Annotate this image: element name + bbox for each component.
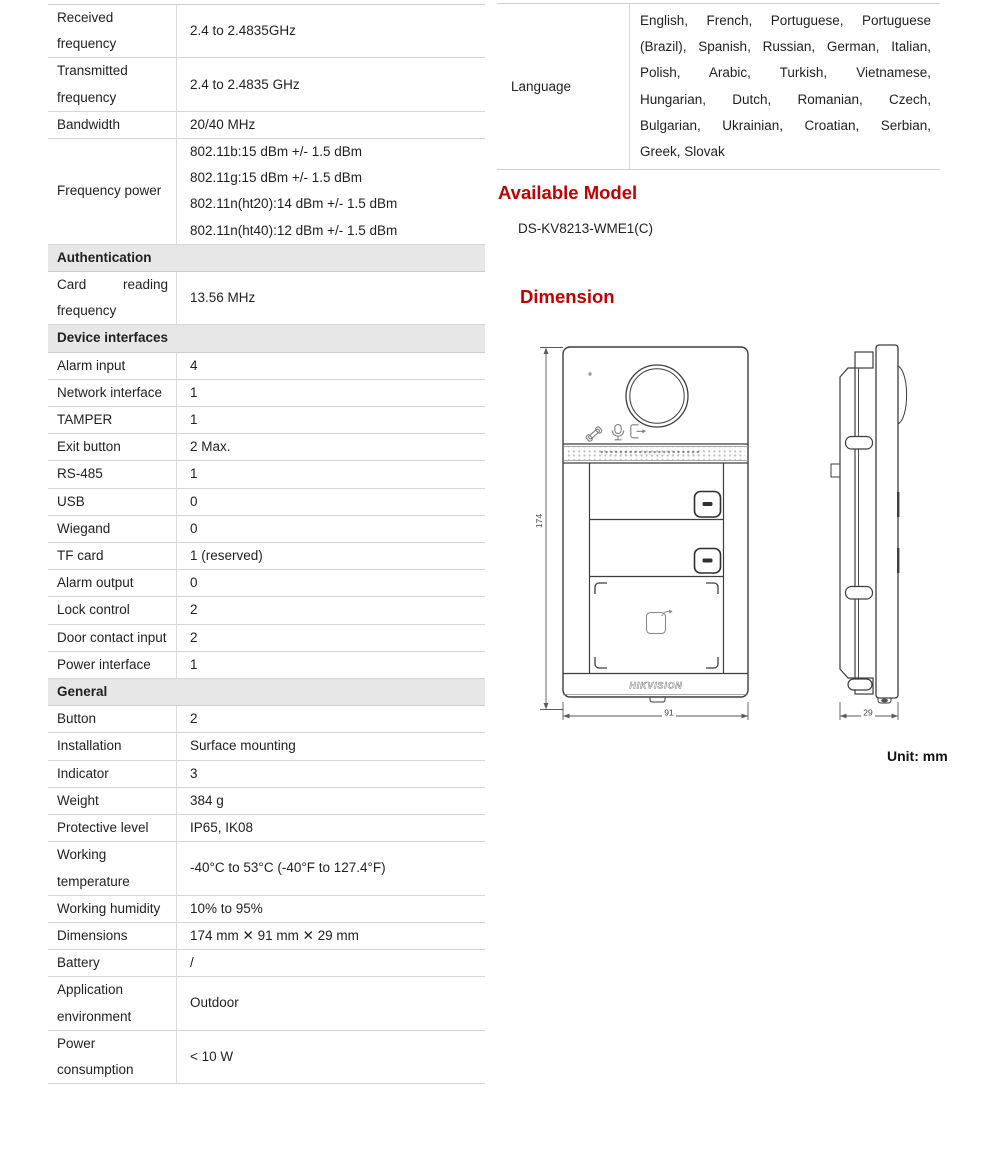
spec-value: Surface mounting [190, 738, 296, 754]
spec-label [48, 950, 177, 976]
unit-note: Unit: mm [887, 748, 948, 764]
spec-row [48, 923, 485, 950]
spec-label-text: Received frequency [57, 10, 117, 52]
width-dimension-line [563, 702, 748, 720]
spec-label-text: Protective level [57, 820, 149, 836]
language-line: English, French, Portuguese, Portuguese [640, 13, 931, 28]
spec-row [48, 570, 485, 597]
spec-value: IP65, IK08 [190, 820, 254, 836]
spec-label-text: Door contact input [57, 629, 167, 645]
spec-row [48, 58, 485, 111]
spec-label-text: Alarm output [57, 575, 134, 591]
spec-label-text: Exit button [57, 439, 121, 455]
dimension-heading: Dimension [520, 286, 615, 307]
spec-row [48, 761, 485, 788]
spec-label-text: Working temperature [57, 847, 130, 889]
height-dimension-label: 174 [534, 513, 544, 529]
spec-value-line: 802.11b:15 dBm +/- 1.5 dBm [190, 144, 362, 160]
spec-label [48, 815, 177, 841]
spec-label-text: Battery [57, 955, 100, 971]
spec-value: 1 [190, 384, 198, 400]
spec-row [48, 380, 485, 407]
spec-row [48, 896, 485, 923]
spec-value: 1 [190, 466, 198, 482]
spec-value-line: 802.11n(ht20):14 dBm +/- 1.5 dBm [190, 196, 398, 212]
spec-label-text: Frequency power [57, 183, 162, 199]
language-line: Hungarian, Dutch, Romanian, Czech, [640, 91, 931, 107]
spec-label [48, 407, 177, 433]
spec-label [48, 461, 177, 487]
spec-row [48, 461, 485, 488]
spec-row [48, 434, 485, 461]
spec-label-text: Card reading frequency [57, 277, 168, 319]
spec-label-text: TF card [57, 548, 104, 564]
spec-value: 2 Max. [190, 439, 231, 455]
spec-value: 1 [190, 412, 198, 428]
spec-label [48, 788, 177, 814]
section-header-label: General [57, 684, 108, 700]
spec-value-line: 802.11g:15 dBm +/- 1.5 dBm [190, 170, 362, 186]
spec-value: 20/40 MHz [190, 116, 256, 132]
spec-label [48, 706, 177, 732]
side-view-drawing [831, 345, 907, 720]
spec-label [48, 272, 177, 324]
spec-value: 4 [190, 357, 198, 373]
call-button-2 [695, 549, 721, 574]
spec-label-text: USB [57, 493, 85, 509]
spec-label [48, 896, 177, 922]
width-dimension-label: 91 [664, 707, 674, 718]
spec-row [48, 5, 485, 58]
spec-label [48, 652, 177, 678]
call-button-1 [695, 492, 721, 518]
spec-label-text: Wiegand [57, 520, 111, 536]
spec-value: 2.4 to 2.4835GHz [190, 23, 296, 39]
spec-row [48, 788, 485, 815]
spec-row [48, 272, 485, 325]
language-line: (Brazil), Spanish, Russian, German, Italian, [640, 39, 931, 55]
spec-value: 13.56 MHz [190, 290, 256, 306]
spec-row [48, 950, 485, 977]
spec-value: -40°C to 53°C (-40°F to 127.4°F) [190, 860, 386, 876]
depth-dimension-label: 29 [863, 707, 873, 718]
spec-label [48, 625, 177, 651]
spec-row [48, 112, 485, 139]
language-line: Polish, Arabic, Turkish, Vietnamese, [640, 65, 931, 81]
spec-value: 0 [190, 493, 198, 509]
spec-row [48, 625, 485, 652]
available-model-heading: Available Model [498, 182, 638, 203]
spec-label [48, 516, 177, 542]
side-lens-dome [898, 366, 907, 424]
spec-value: / [190, 955, 194, 971]
spec-value: 1 [190, 656, 198, 672]
spec-label [48, 842, 177, 894]
spec-value: 10% to 95% [190, 900, 263, 916]
spec-value [177, 139, 485, 244]
spec-row [48, 543, 485, 570]
mounting-hook-bottom [848, 679, 872, 690]
side-clip [831, 464, 840, 477]
spec-label-text: Alarm input [57, 357, 126, 373]
spec-label-text: Installation [57, 738, 122, 754]
spec-label-text: Button [57, 711, 97, 727]
spec-row [48, 516, 485, 543]
spec-row [48, 706, 485, 733]
spec-value: 2 [190, 602, 198, 618]
spec-value: 0 [190, 575, 198, 591]
back-plate [840, 368, 855, 678]
spec-label [48, 112, 177, 138]
language-value [630, 4, 940, 169]
spec-label-text: Transmitted frequency [57, 63, 128, 105]
spec-label-text: Power interface [57, 656, 151, 672]
spec-row [48, 139, 485, 245]
spec-label [48, 434, 177, 460]
spec-value: 384 g [190, 792, 224, 808]
spec-value: 1 (reserved) [190, 548, 263, 564]
led-indicator [588, 372, 591, 375]
spec-row [48, 597, 485, 624]
side-front-panel [876, 345, 898, 698]
spec-value: 2.4 to 2.4835 GHz [190, 76, 300, 92]
spec-row [48, 652, 485, 679]
spec-label-text: Application environment [57, 982, 132, 1024]
language-table [497, 3, 940, 170]
section-header-row [48, 245, 485, 272]
section-header-row [48, 679, 485, 706]
spec-table [48, 4, 485, 1084]
spec-value: 0 [190, 520, 198, 536]
spec-label [48, 58, 177, 110]
spec-value: < 10 W [190, 1048, 234, 1064]
spec-label [48, 353, 177, 379]
spec-label [48, 597, 177, 623]
spec-label [48, 923, 177, 949]
spec-label-text: Bandwidth [57, 116, 121, 132]
spec-label [48, 733, 177, 759]
dimension-drawing [520, 336, 960, 728]
spec-label-text: Weight [57, 792, 99, 808]
bottom-tab [650, 697, 665, 702]
spec-row [48, 733, 485, 760]
spec-value: 174 mm ✕ 91 mm ✕ 29 mm [190, 927, 359, 943]
mounting-tab-bottom [846, 587, 873, 600]
front-view-drawing [534, 347, 748, 720]
spec-value: Outdoor [190, 995, 239, 1011]
spec-row [48, 977, 485, 1030]
spec-label [48, 761, 177, 787]
spec-label [48, 5, 177, 57]
language-label-text: Language [511, 79, 572, 95]
spec-label [48, 489, 177, 515]
spec-label-text: TAMPER [57, 412, 113, 428]
spec-row [48, 353, 485, 380]
language-label [497, 4, 630, 169]
front-body-outline [563, 347, 748, 697]
spec-label-text: RS-485 [57, 466, 103, 482]
spec-label-text: Indicator [57, 765, 109, 781]
spec-row [48, 815, 485, 842]
spec-label-text: Working humidity [57, 900, 161, 916]
spec-value: 2 [190, 629, 198, 645]
section-header-label: Device interfaces [57, 330, 169, 346]
spec-value: 2 [190, 711, 198, 727]
spec-label-text: Lock control [57, 602, 130, 618]
section-header-row [48, 325, 485, 352]
section-header-label: Authentication [57, 249, 152, 265]
spec-label [48, 543, 177, 569]
spec-label [48, 380, 177, 406]
spec-row [48, 489, 485, 516]
spec-label-text: Network interface [57, 384, 163, 400]
spec-label [48, 139, 177, 244]
spec-value: 3 [190, 765, 198, 781]
language-line: Bulgarian, Ukrainian, Croatian, Serbian, [640, 117, 931, 133]
spec-row [48, 842, 485, 895]
spec-row [48, 1031, 485, 1084]
model-number: DS-KV8213-WME1(C) [518, 221, 654, 236]
mounting-tab-top [846, 437, 873, 450]
spec-label-text: Power consumption [57, 1035, 134, 1077]
spec-label [48, 977, 177, 1029]
spec-label [48, 1031, 177, 1083]
spec-row [48, 407, 485, 434]
spec-value-line: 802.11n(ht40):12 dBm +/- 1.5 dBm [190, 222, 398, 238]
spec-label [48, 570, 177, 596]
language-line: Greek, Slovak [640, 144, 725, 160]
spec-label-text: Dimensions [57, 927, 128, 943]
hikvision-logo: HIKVISION [629, 680, 683, 691]
